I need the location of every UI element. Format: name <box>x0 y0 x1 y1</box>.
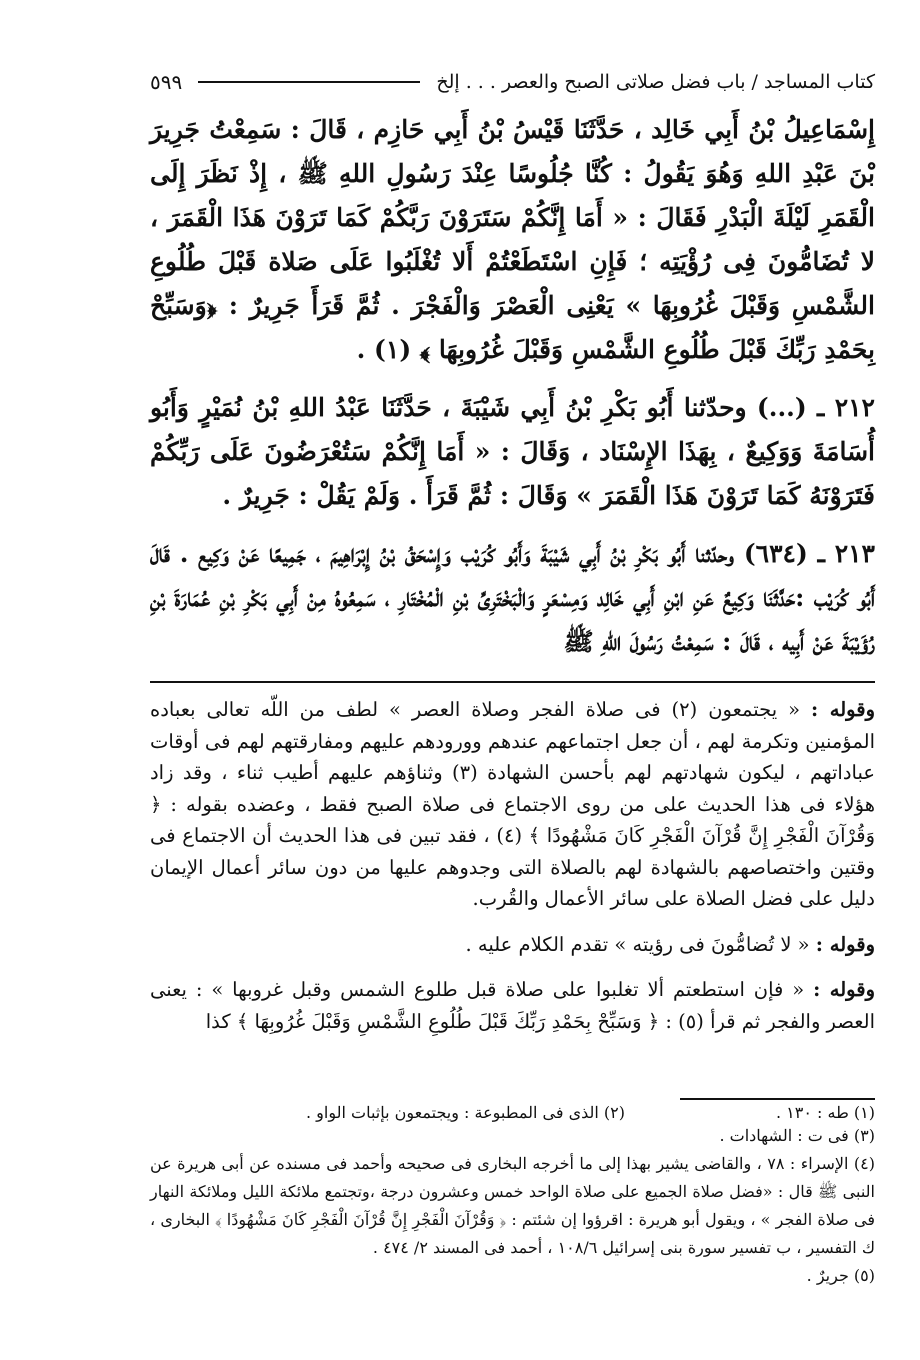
commentary-text: « يجتمعون (٢) فى صلاة الفجر وصلاة العصر » لطف من اللّه تعالى بعباده المؤمنين وتكرمة لهم ، أن جعل اجتماعهم عندهم وورودهم عليهم ومفارقتهم لهم فى أوقات عباداتهم ، ليكون شهادتهم لهم بأحسن الشهادة (٣) وثناؤهم عليهم أطيب ثناء ، وقد زاد هؤلاء فى هذا الحديث على من روى الاجتماع فى صلاة الصبح فقط ، وعضده بقوله : ﴿ وَقُرْآنَ الْفَجْرِ إِنَّ قُرْآنَ الْفَجْرِ كَانَ مَشْهُودًا ﴾ (٤) ، فقد تبين فى هذا الحديث أن الاجتماع فى وقتين واختصاصهم بالشهادة لهم بالصلاة التى وجدوهم عليها من دون سائر أعمال الإيمان دليل على فضل الصلاة على سائر الأعمال والقُرب. <box>150 698 875 910</box>
page-number: ٥٩٩ <box>150 70 183 94</box>
footnote-2: (٢) الذى فى المطبوعة : ويجتمعون بإثبات الواو . <box>305 1103 625 1122</box>
commentary-paragraph <box>150 929 875 961</box>
commentary-lead: وقوله : <box>811 698 875 721</box>
commentary-text: « فإن استطعتم ألا تغلبوا على صلاة قبل طلوع الشمس وقبل غروبها » : يعنى العصر والفجر ثم قرأ (٥) : ﴿ وَسَبِّحْ بِحَمْدِ رَبِّكَ قَبْلَ طُلُوعِ الشَّمْسِ وَقَبْلَ غُرُوبِهَا ﴾ كذا <box>150 978 875 1033</box>
hadith-paragraph: ٢١٢ ـ (...) وحدّثنا أَبُو بَكْرِ بْنُ أَبِي شَيْبَةَ ، حَدَّثَنَا عَبْدُ اللهِ بْنُ نُمَيْرٍ وَأَبُو أُسَامَةَ وَوَكِيعٌ ، بِهَذَا الإِسْنَاد ، وَقَالَ : « أَمَا إِنَّكُمْ سَتُعْرَضُونَ عَلَى رَبِّكُمْ فَتَرَوْنَهُ كَمَا تَرَوْنَ هَذَا الْقَمَرَ » وَقَالَ : ثُمَّ قَرَأَ . وَلَمْ يَقُلْ : جَرِيرٌ . <box>150 393 875 510</box>
commentary-lead: وقوله : <box>813 978 875 1001</box>
commentary-lead: وقوله : <box>815 932 875 956</box>
commentary-paragraph <box>150 694 875 915</box>
footnote-3: (٣) فى ت : الشهادات . <box>719 1126 875 1145</box>
header-rule <box>198 81 420 83</box>
hadith-paragraph: ٢١٣ ـ (٦٣٤) وحدّثنا أَبُو بَكْرِ بْنُ أَبِي شَيْبَةَ وَأَبُو كُرَيْب وَإِسْحَقُ بْنُ إِبْرَاهِيمَ ، جَمِيعًا عَنْ وَكِيع . قَالَ أَبُو كُرَيْب :حَدَّثَنَا وَكِيعٌ عَنِ ابْنِ أَبِي خَالِد وَمِسْعَرٍ وَالْبَخْتَرِىِّ بْنِ الْمُخْتَارِ ، سَمِعُوهُ مِنْ أَبِي بَكْرِ بْنِ عُمَارَةَ بْنِ رُؤَيْبَةَ عَنْ أَبِيه ، قَالَ : سَمِعْتُ رَسُولَ اللهِ ﷺ <box>150 539 875 656</box>
header-title: كتاب المساجد / باب فضل صلاتى الصبح والعصر . . . إلخ <box>436 71 875 93</box>
footnote-row <box>150 1103 875 1122</box>
footnote-1: (١) طه : ١٣٠ . <box>776 1103 875 1122</box>
commentary-paragraph <box>150 974 875 1037</box>
hadith-paragraph: إِسْمَاعِيلُ بْنُ أَبِي خَالِد ، حَدَّثَنَا قَيْسُ بْنُ أَبِي حَازِم ، قَالَ : سَمِعْتُ جَرِيرَ بْنَ عَبْدِ اللهِ وَهُوَ يَقُولُ : كُنَّا جُلُوسًا عِنْدَ رَسُولِ اللهِ ﷺ ، إِذْ نَظَرَ إِلَى الْقَمَرِ لَيْلَةَ الْبَدْرِ فَقَالَ : « أَمَا إِنَّكُمْ سَتَرَوْنَ رَبَّكُمْ كَمَا تَرَوْنَ هَذَا الْقَمَرَ ، لا تُضَامُّونَ فِى رُؤْيَتِه ؛ فَإِنِ اسْتَطَعْتُمْ أَلا تُغْلَبُوا عَلَى صَلاة قَبْلَ طُلُوعِ الشَّمْسِ وَقَبْلَ غُرُوبِهَا » يَعْنِى الْعَصْرَ وَالْفَجْرَ . ثُمَّ قَرَأَ جَرِيرٌ : ﴿وَسَبِّحْ بِحَمْدِ رَبِّكَ قَبْلَ طُلُوعِ الشَّمْسِ وَقَبْلَ غُرُوبِهَا ﴾ (١) . <box>150 115 875 364</box>
hadith-text <box>150 108 875 664</box>
commentary-text: « لا تُضامُّونَ فى رؤيته » تقدم الكلام عليه . <box>465 932 816 956</box>
footnotes <box>150 1103 875 1290</box>
commentary <box>150 694 875 1037</box>
footnote-4: (٤) الإسراء : ٧٨ ، والقاضى يشير بهذا إلى ما أخرجه البخارى فى صحيحه وأحمد فى مسنده عن أبى هريرة عن النبى ﷺ قال : «فضل صلاة الجميع على صلاة الواحد خمس وعشرون درجة ،وتجتمع ملائكة الليل وملائكة النهار فى صلاة الفجر » ، ويقول أبو هريرة : اقرؤوا إن شئتم : ﴿ وَقُرْآنَ الْفَجْرِ إِنَّ قُرْآنَ الْفَجْرِ كَانَ مَشْهُودًا ﴾ البخارى ، ك التفسير ، ب تفسير سورة بنى إسرائيل ١٠٨/٦ ، أحمد فى المسند ٢/ ٤٧٤ . <box>150 1154 875 1257</box>
commentary-divider <box>150 681 875 683</box>
running-header <box>150 62 875 102</box>
footnote-divider <box>680 1098 875 1100</box>
footnote-5: (٥) جريرٌ . <box>806 1266 875 1285</box>
